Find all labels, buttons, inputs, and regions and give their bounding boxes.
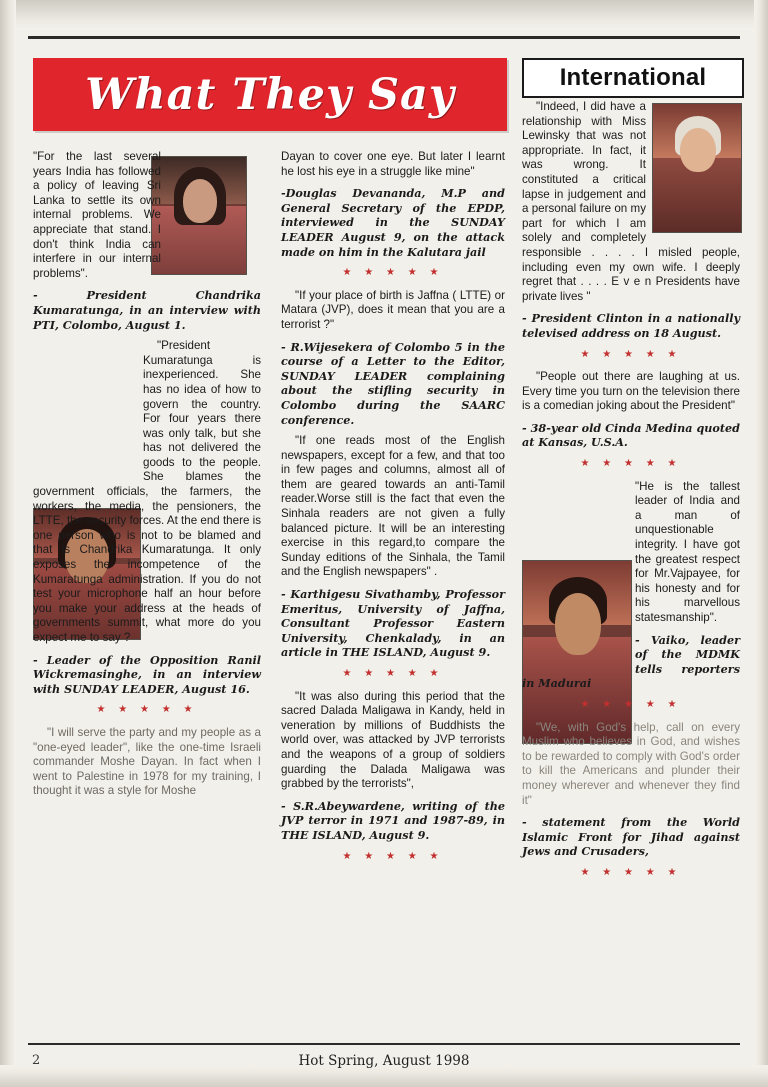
star-divider-5: ★ ★ ★ ★ ★	[580, 348, 682, 360]
page-rule-top	[28, 36, 740, 39]
scan-edge-left	[0, 0, 16, 1087]
quote-dalada-maligawa: "It was also during this period that the sacred Dalada Maligawa in Kandy, held in veneration by millions of Buddhists the world over, was attacked by JVP terrorists and the weapons of a group of soldiers guarding the Dalada Maligawa was grabbed by the terrorists",	[281, 689, 505, 791]
masthead-banner	[33, 58, 507, 131]
quote-clinton-lewinsky: "Indeed, I did have a relationship with Miss Lewinsky that was not appropriate. In fact, it was wrong. It constituted a critical lapse in judgement and a personal failure on my part for which I am solely and completely responsible . . . . I misled people, including even my own wife. I deeply regret that . . . . E v e n Presidents have private lives "	[522, 100, 740, 303]
attrib-vaiko: - Vaiko, leader of the MDMK tells reporters in Madurai	[522, 632, 740, 691]
quote-india-policy: "For the last several years India has followed a policy of leaving Sri Lanka to settle its own internal problems. We appreciate that stand. I don't think India can interfere in our internal problems".	[33, 150, 161, 280]
attrib-karthigesu-sivathamby: - Karthigesu Sivathamby, Professor Emeritus, University of Jaffna, Consultant Professor Eastern University, Chenkalady, in an article in THE ISLAND, August 9.	[281, 587, 505, 660]
quote-vajpayee-tallest-leader: "He is the tallest leader of India and a man of unquestionable integrity. I have got the greatest respect for Mr.Vajpayee, for his honesty and for his marvellous statesmanship".	[522, 480, 740, 626]
attrib-r-wijesekera: - R.Wijesekera of Colombo 5 in the course of a Letter to the Editor, SUNDAY LEADER complaining about the stifling security in Colombo during the SAARC conference.	[281, 339, 505, 427]
column-one	[33, 150, 261, 806]
publication-line: Hot Spring, August 1998	[298, 1053, 470, 1069]
attrib-world-islamic-front: - statement from the World Islamic Front for Jihad against Jews and Crusaders,	[522, 815, 740, 859]
photo-wrap-shim-3	[646, 100, 740, 232]
page-footer	[28, 1049, 740, 1075]
quote-place-of-birth: "If your place of birth is Jaffna ( LTTE) or Matara (JVP), does it mean that you are a terrorist ?"	[281, 288, 505, 331]
quote-dayan-continued: Dayan to cover one eye. But later I learnt he lost his eye in a struggle like mine"	[281, 150, 505, 178]
star-divider-8: ★ ★ ★ ★ ★	[580, 866, 682, 878]
quote-kumaratunga-inexperienced: "President Kumaratunga is inexperienced. She has no idea of how to govern the country. For four years there was only talk, but she has not delivered the goods to the people. She blames the government officials, the farmers, the workers, the media, the pensioners, the LTTE, the security forces. At the end there is one person who is not to be blamed and that is Chandrika Kumaratunga. It only exposes the incompetence of the Kumaratunga administration. If you do not test your microphone half an hour before you make your address at the heads of governments summit, what more do you expect me to say ?	[33, 339, 261, 644]
column-two	[281, 150, 505, 872]
star-divider-7: ★ ★ ★ ★ ★	[580, 698, 682, 710]
column-three-international	[522, 100, 740, 889]
photo-wrap-shim-1	[161, 150, 261, 272]
photo-wrap-shim-4	[522, 480, 635, 666]
page-rule-bottom	[28, 1043, 740, 1045]
attrib-ranil-wickremasinghe: - Leader of the Opposition Ranil Wickremasinghe, in an interview with SUNDAY LEADER, August 16.	[33, 652, 261, 696]
scan-edge-top	[0, 0, 768, 30]
attrib-president-clinton: - President Clinton in a nationally televised address on 18 August.	[522, 311, 740, 340]
star-divider-2: ★ ★ ★ ★ ★	[342, 267, 444, 279]
international-section-header	[522, 58, 744, 98]
attrib-sr-abeywardene: - S.R.Abeywardene, writing of the JVP terror in 1971 and 1987-89, in THE ISLAND, August 9.	[281, 798, 505, 842]
page-number: 2	[32, 1053, 41, 1068]
attrib-cinda-medina: - 38-year old Cinda Medina quoted at Kansas, U.S.A.	[522, 420, 740, 450]
quote-comedian-joking: "People out there are laughing at us. Every time you turn on the television there is a comedian joking about the President"	[522, 370, 740, 413]
scan-edge-right	[754, 0, 768, 1087]
star-divider-4: ★ ★ ★ ★ ★	[342, 850, 444, 862]
star-divider-3: ★ ★ ★ ★ ★	[342, 668, 444, 679]
photo-wrap-shim-2	[33, 339, 143, 473]
quote-one-eyed-leader: "I will serve the party and my people as a "one-eyed leader", like the one-time Israeli commander Moshe Dayan. In fact when I went to Palestine in 1978 for my training, I thought it was a style for Moshe	[33, 725, 261, 798]
star-divider-6: ★ ★ ★ ★ ★	[580, 458, 682, 470]
quote-english-newspapers: "If one reads most of the English newspapers, except for a few, and that too in few pages and columns, almost all of them are geared towards an anti-Tamil reader.Worse still is the fact that even the Sinhala readers are not given a fully balanced picture. It will be an interesting exercise in this regard,to compare the Sunday editions of the Sinhala, the Tamil and the English newspapers" .	[281, 434, 505, 579]
international-section-label: International	[559, 64, 707, 91]
quote-world-islamic-front: "We, with God's help, call on every Muslim who believes in God, and wishes to be rewarded to comply with God's order to kill the Americans and plunder their money wherever and whenever they find it"	[522, 720, 740, 807]
star-divider-1: ★ ★ ★ ★ ★	[96, 704, 198, 716]
attrib-chandrika-kumaratunga: - President Chandrika Kumaratunga, in an interview with PTI, Colombo, August 1.	[33, 288, 261, 332]
attrib-douglas-devananda: -Douglas Devananda, M.P and General Secretary of the EPDP, interviewed in the SUNDAY LEADER August 9, on the attack made on him in the Kalutara jail	[281, 186, 505, 259]
page-title: What They Say	[85, 69, 455, 120]
